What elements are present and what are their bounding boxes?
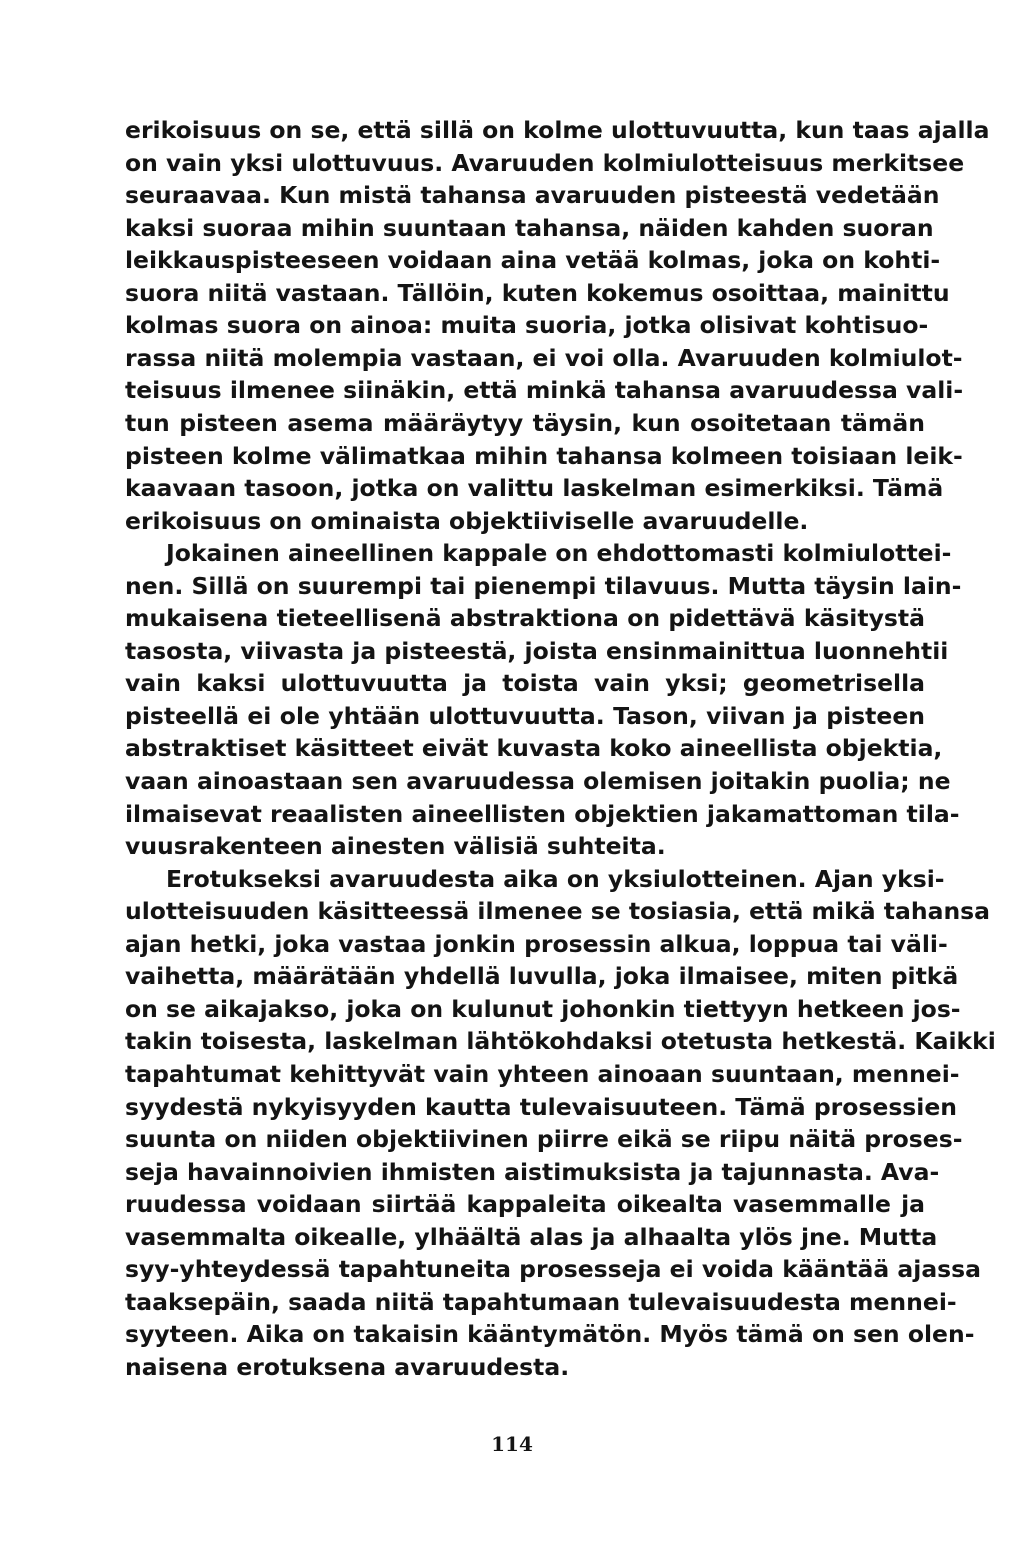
text-line: vain kaksi ulottuvuutta ja toista vain yksi; geometrisella — [125, 669, 925, 698]
text-line: seja havainnoivien ihmisten aistimuksista ja tajunnasta. Ava- — [125, 1157, 940, 1186]
text-line: erikoisuus on ominaista objektiiviselle avaruudelle. — [125, 506, 809, 535]
text-line: kaavaan tasoon, jotka on valittu laskelman esimerkiksi. Tämä — [125, 474, 944, 502]
text-line: tapahtumat kehittyvät vain yhteen ainoaan suuntaan, mennei- — [125, 1059, 960, 1088]
text-line: syyteen. Aika on takaisin kääntymätön. Myös tämä on sen olen- — [125, 1320, 975, 1349]
text-line: syydestä nykyisyyden kautta tulevaisuuteen. Tämä prosessien — [125, 1092, 958, 1121]
text-line: vasemmalta oikealle, ylhäältä alas ja alhaalta ylös jne. Mutta — [125, 1222, 938, 1251]
text-line: on vain yksi ulottuvuus. Avaruuden kolmiulotteisuus merkitsee — [125, 148, 965, 177]
text-line: ajan hetki, joka vastaa jonkin prosessin alkua, loppua tai väli- — [125, 929, 948, 958]
text-line: nen. Sillä on suurempi tai pienempi tilavuus. Mutta täysin lain- — [125, 571, 962, 600]
text-line: kolmas suora on ainoa: muita suoria, jotka olisivat kohtisuo- — [125, 311, 929, 340]
text-line: tun pisteen asema määräytyy täysin, kun osoitetaan tämän — [125, 408, 925, 437]
text-line: Erotukseksi avaruudesta aika on yksiulotteinen. Ajan yksi- — [166, 864, 945, 893]
text-line: Jokainen aineellinen kappale on ehdottomasti kolmiulottei- — [166, 539, 952, 568]
text-line: mukaisena tieteellisenä abstraktiona on pidettävä käsitystä — [125, 604, 925, 633]
text-line: vaan ainoastaan sen avaruudessa olemisen joitakin puolia; ne — [125, 767, 951, 795]
text-line: erikoisuus on se, että sillä on kolme ulottuvuutta, kun taas ajalla — [125, 116, 990, 144]
text-line: vuusrakenteen ainesten välisiä suhteita. — [125, 832, 666, 861]
text-line: leikkauspisteeseen voidaan aina vetää kolmas, joka on kohti- — [125, 246, 941, 275]
text-line: ilmaisevat reaalisten aineellisten objektien jakamattoman tila- — [125, 799, 960, 828]
text-line: suunta on niiden objektiivinen piirre eikä se riipu näitä proses- — [125, 1125, 963, 1153]
text-line: tasosta, viivasta ja pisteestä, joista ensinmainittua luonnehtii — [125, 636, 949, 665]
text-line: on se aikajakso, joka on kulunut johonkin tiettyyn hetkeen jos- — [125, 994, 961, 1023]
text-line: kaksi suoraa mihin suuntaan tahansa, näiden kahden suoran — [125, 213, 934, 242]
text-line: rassa niitä molempia vastaan, ei voi olla. Avaruuden kolmiulot- — [125, 343, 963, 372]
text-line: ulotteisuuden käsitteessä ilmenee se tosiasia, että mikä tahansa — [125, 897, 991, 926]
text-line: syy-yhteydessä tapahtuneita prosesseja ei voida kääntää ajassa — [125, 1255, 982, 1284]
page-number: 114 — [491, 1432, 533, 1456]
text-line: takin toisesta, laskelman lähtökohdaksi otetusta hetkestä. Kaikki — [125, 1027, 996, 1056]
text-line: naisena erotuksena avaruudesta. — [125, 1352, 570, 1381]
text-line: pisteen kolme välimatkaa mihin tahansa kolmeen toisiaan leik- — [125, 441, 963, 470]
text-line: taaksepäin, saada niitä tapahtumaan tulevaisuudesta mennei- — [125, 1287, 957, 1316]
text-line: suora niitä vastaan. Tällöin, kuten kokemus osoittaa, mainittu — [125, 278, 950, 307]
text-line: teisuus ilmenee siinäkin, että minkä tahansa avaruudessa vali- — [125, 376, 964, 405]
text-line: pisteellä ei ole yhtään ulottuvuutta. Tason, viivan ja pisteen — [125, 701, 925, 730]
text-line: vaihetta, määrätään yhdellä luvulla, joka ilmaisee, miten pitkä — [125, 962, 959, 991]
text-line: abstraktiset käsitteet eivät kuvasta koko aineellista objektia, — [125, 734, 943, 763]
text-line: ruudessa voidaan siirtää kappaleita oikealta vasemmalle ja — [125, 1190, 925, 1219]
text-line: seuraavaa. Kun mistä tahansa avaruuden pisteestä vedetään — [125, 181, 940, 210]
